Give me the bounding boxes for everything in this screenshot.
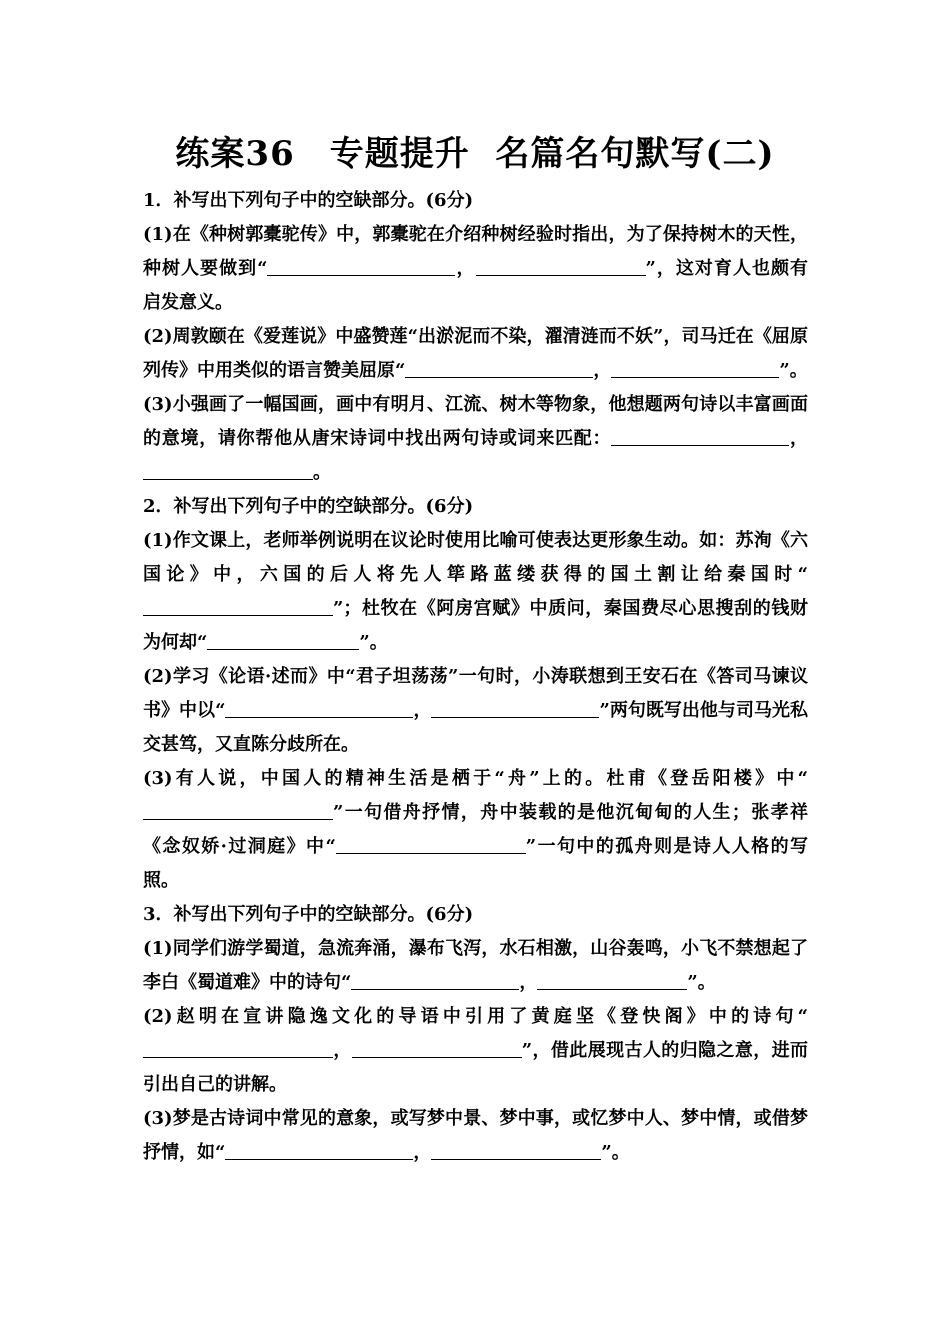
item-text: (3)小强画了一幅国画，画中有明月、江流、树木等物象，他想题两句诗以丰富画面的意境，请你帮他从唐宋诗词中找出两句诗或词来匹配：	[143, 394, 808, 449]
answer-blank[interactable]	[225, 697, 413, 718]
item-text: (3)梦是古诗词中常见的意象，或写梦中景、梦中事，或忆梦中人、梦中情，或借梦抒情，如“	[143, 1108, 808, 1163]
answer-blank[interactable]	[143, 799, 333, 820]
item-text: (2)周敦颐在《爱莲说》中盛赞莲“出淤泥而不染，濯清涟而不妖”，司马迁在《屈原列传》中用类似的语言赞美屈原“	[143, 326, 808, 381]
answer-blank[interactable]	[267, 255, 455, 276]
question-2-item-1	[143, 524, 808, 660]
answer-blank[interactable]	[143, 595, 333, 616]
item-text: ”一句借舟抒情，舟中装载的是他沉甸甸的人生；张孝祥《念奴娇·过洞庭》中“	[143, 802, 808, 857]
answer-blank[interactable]	[431, 697, 599, 718]
item-text: ”两句既写出他与司马光私交甚笃，又直陈分歧所在。	[143, 700, 809, 755]
item-text: ”。	[687, 972, 716, 993]
answer-blank[interactable]	[405, 357, 593, 378]
answer-blank[interactable]	[611, 425, 789, 446]
answer-blank[interactable]	[143, 459, 313, 480]
answer-blank[interactable]	[336, 833, 526, 854]
item-text: (1)作文课上，老师举例说明在议论时使用比喻可使表达更形象生动。如：苏洵《六国论》中，六国的后人将先人筚路蓝缕获得的国土割让给秦国时“	[143, 530, 808, 585]
question-2-item-2	[143, 660, 808, 762]
item-text: ”。	[359, 632, 388, 653]
item-text: ，	[455, 258, 476, 279]
question-3-item-1	[143, 932, 808, 1000]
question-1-item-1	[143, 218, 808, 320]
worksheet-content	[143, 184, 808, 1170]
item-text: ，	[413, 700, 432, 721]
item-text: ”，这对育人也颇有启发意义。	[143, 258, 809, 313]
item-text: ”，借此展现古人的归隐之意，进而引出自己的讲解。	[143, 1040, 808, 1095]
answer-blank[interactable]	[143, 1037, 333, 1058]
item-text: 。	[313, 462, 331, 483]
answer-blank[interactable]	[351, 969, 519, 990]
item-text: ”。	[779, 360, 808, 381]
question-2-item-3	[143, 762, 808, 898]
item-text: (2)赵明在宣讲隐逸文化的导语中引用了黄庭坚《登快阁》中的诗句“	[143, 1006, 808, 1027]
item-text: (3)有人说，中国人的精神生活是栖于“舟”上的。杜甫《登岳阳楼》中“	[143, 768, 808, 789]
question-1-item-3	[143, 388, 808, 490]
item-text: ，	[413, 1142, 432, 1163]
item-text: ”；杜牧在《阿房宫赋》中质问，秦国费尽心思搜刮的钱财为何却“	[143, 598, 808, 653]
answer-blank[interactable]	[431, 1139, 601, 1160]
item-text: (1)同学们游学蜀道，急流奔涌，瀑布飞泻，水石相激，山谷轰鸣，小飞不禁想起了李白《蜀道难》中的诗句“	[143, 938, 808, 993]
answer-blank[interactable]	[207, 629, 359, 650]
item-text: (1)在《种树郭橐驼传》中，郭橐驼在介绍种树经验时指出，为了保持树木的天性，种树人要做到“	[143, 224, 808, 279]
item-text: ，	[519, 972, 538, 993]
answer-blank[interactable]	[476, 255, 646, 276]
item-text: ，	[789, 428, 809, 449]
question-1-item-2	[143, 320, 808, 388]
answer-blank[interactable]	[611, 357, 779, 378]
question-3-heading: 3．补写出下列句子中的空缺部分。(6分)	[143, 904, 474, 925]
question-2-heading: 2．补写出下列句子中的空缺部分。(6分)	[143, 496, 474, 517]
question-1-heading: 1．补写出下列句子中的空缺部分。(6分)	[143, 190, 474, 211]
item-text: ，	[333, 1040, 352, 1061]
answer-blank[interactable]	[537, 969, 687, 990]
item-text: (2)学习《论语·述而》中“君子坦荡荡”一句时，小涛联想到王安石在《答司马谏议书》中以“	[143, 666, 808, 721]
question-3-item-2	[143, 1000, 808, 1102]
item-text: ”一句中的孤舟则是诗人人格的写照。	[143, 836, 808, 891]
answer-blank[interactable]	[352, 1037, 522, 1058]
page-title: 练案36 专题提升 名篇名句默写(二)	[175, 134, 775, 174]
item-text: ”。	[601, 1142, 630, 1163]
question-3-item-3	[143, 1102, 808, 1170]
answer-blank[interactable]	[225, 1139, 413, 1160]
item-text: ，	[593, 360, 612, 381]
